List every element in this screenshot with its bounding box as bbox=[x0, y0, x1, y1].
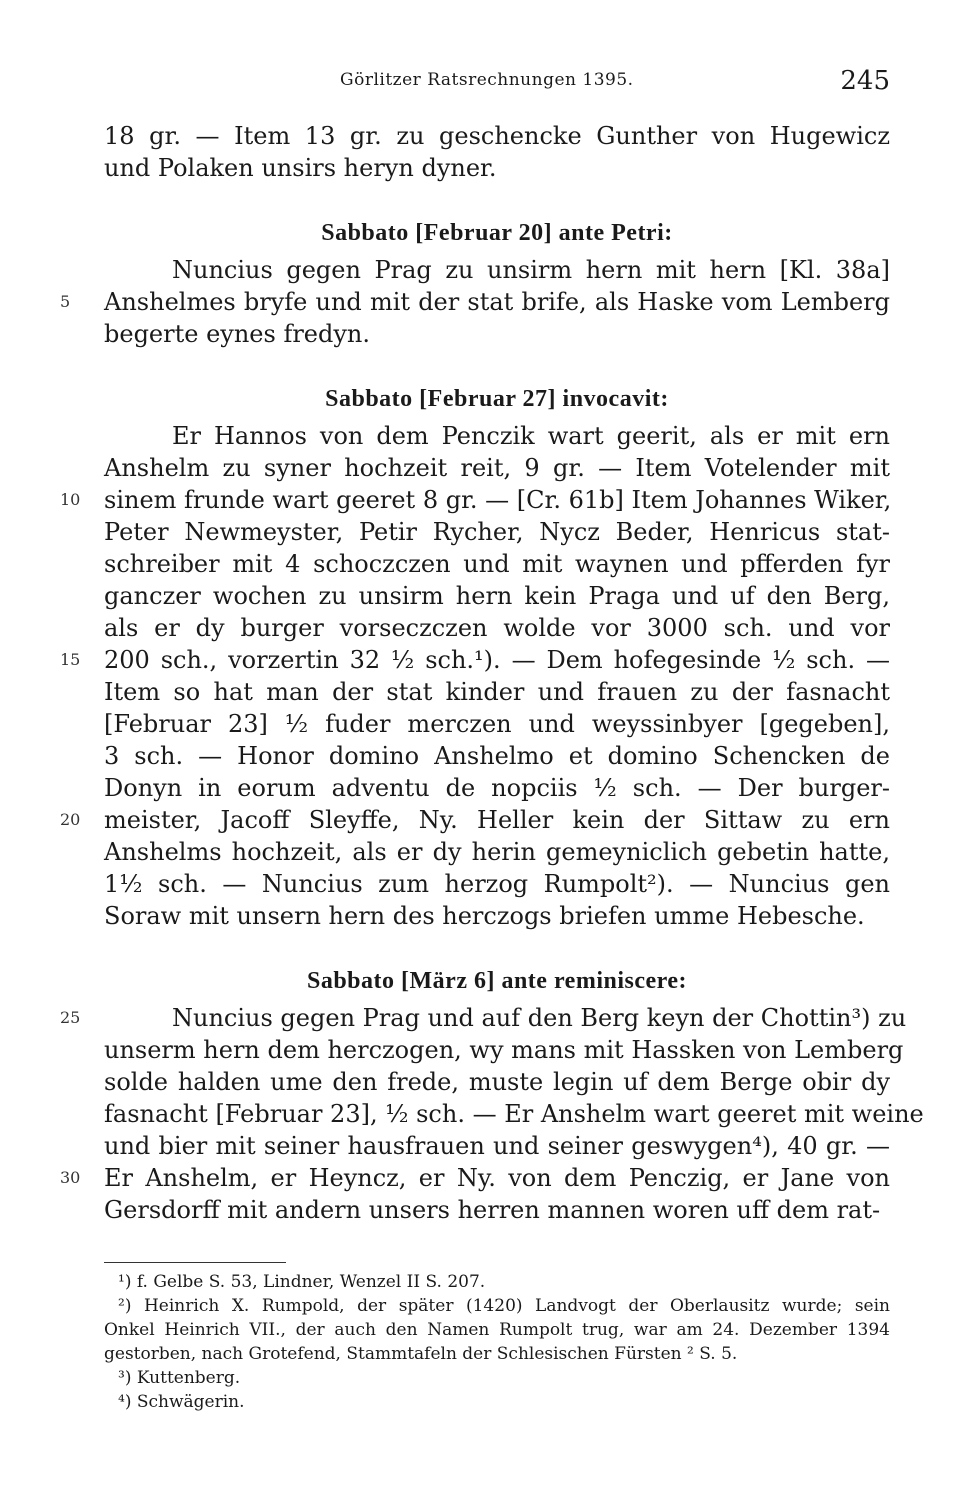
line-text: Anshelm zu syner hochzeit reit, 9 gr. — Item Votelender mit bbox=[104, 454, 890, 482]
line-text: ganczer wochen zu unsirm hern kein Praga und uf den Berg, bbox=[104, 582, 890, 610]
text-line bbox=[104, 900, 890, 932]
line-text: Item so hat man der stat kinder und frauen zu der fasnacht bbox=[104, 678, 890, 706]
line-text: fasnacht [Februar 23], ½ sch. — Er Anshelm wart geeret mit weine bbox=[104, 1100, 924, 1128]
footnote: gestorben, nach Grotefend, Stammtafeln der Schlesischen Fürsten ² S. 5. bbox=[104, 1344, 738, 1364]
line-text: 200 sch., vorzertin 32 ½ sch.¹). — Dem hofegesinde ½ sch. — bbox=[104, 646, 890, 674]
text-line bbox=[60, 484, 892, 516]
text-line bbox=[60, 1162, 890, 1194]
text-line bbox=[104, 1034, 904, 1066]
line-text: Er Hannos von dem Penczik wart geerit, als er mit ern bbox=[172, 422, 890, 450]
line-text: Peter Newmeyster, Petir Rycher, Nycz Beder, Henricus stat- bbox=[104, 518, 890, 546]
text-line bbox=[60, 804, 890, 836]
text-line bbox=[104, 452, 890, 484]
text-line bbox=[104, 836, 890, 868]
line-text: und bier mit seiner hausfrauen und seiner geswygen⁴), 40 gr. — bbox=[104, 1132, 890, 1160]
line-number: 5 bbox=[60, 292, 71, 311]
text-line bbox=[104, 740, 890, 772]
text-line bbox=[104, 868, 890, 900]
line-text: Gersdorff mit andern unsers herren mannen woren uff dem rat- bbox=[104, 1196, 881, 1224]
footnote: ³) Kuttenberg. bbox=[118, 1368, 241, 1388]
footnote: ²) Heinrich X. Rumpold, der später (1420) Landvogt der Oberlausitz wurde; sein bbox=[118, 1296, 890, 1316]
line-text: schreiber mit 4 schoczczen und mit waynen und pfferden fyr bbox=[104, 550, 890, 578]
text-line bbox=[104, 676, 890, 708]
footnote: ¹) f. Gelbe S. 53, Lindner, Wenzel II S. 207. bbox=[118, 1272, 486, 1292]
footnote: ⁴) Schwägerin. bbox=[118, 1392, 245, 1412]
text-line bbox=[104, 420, 890, 452]
text-line bbox=[60, 1002, 907, 1034]
page-number: 245 bbox=[840, 66, 890, 96]
text-line bbox=[104, 1130, 890, 1162]
text-line bbox=[104, 152, 890, 184]
line-text: Soraw mit unsern hern des herczogs briefen umme Hebesche. bbox=[104, 902, 865, 930]
line-text: Nuncius gegen Prag zu unsirm hern mit hern [Kl. 38a] bbox=[172, 256, 890, 284]
line-text: 18 gr. — Item 13 gr. zu geschencke Gunther von Hugewicz bbox=[104, 122, 890, 150]
line-text: als er dy burger vorseczczen wolde vor 3000 sch. und vor bbox=[104, 614, 890, 642]
line-text: Anshelmes bryfe und mit der stat brife, als Haske vom Lemberg bbox=[104, 288, 890, 316]
text-line bbox=[60, 286, 890, 318]
text-line bbox=[104, 1066, 890, 1098]
text-line bbox=[104, 254, 890, 286]
text-line bbox=[60, 644, 890, 676]
text-line bbox=[104, 548, 890, 580]
footnote: Onkel Heinrich VII., der auch den Namen Rumpolt trug, war am 24. Dezember 1394 bbox=[104, 1320, 890, 1340]
line-number: 10 bbox=[60, 490, 81, 509]
text-line bbox=[104, 120, 890, 152]
section-heading: Sabbato [Februar 27] invocavit: bbox=[325, 386, 669, 412]
line-text: 3 sch. — Honor domino Anshelmo et domino Schencken de bbox=[104, 742, 890, 770]
line-text: Donyn in eorum adventu de nopciis ½ sch. — Der burger- bbox=[104, 774, 890, 802]
text-line bbox=[104, 580, 890, 612]
line-number: 25 bbox=[60, 1008, 81, 1027]
line-text: meister, Jacoff Sleyffe, Ny. Heller kein der Sittaw zu ern bbox=[104, 806, 890, 834]
text-line bbox=[104, 1098, 924, 1130]
line-text: solde halden ume den frede, muste legin uf dem Berge obir dy bbox=[104, 1068, 890, 1096]
line-text: sinem frunde wart geeret 8 gr. — [Cr. 61b] Item Johannes Wiker, bbox=[104, 486, 892, 514]
page-body bbox=[60, 120, 924, 1226]
text-line bbox=[104, 1194, 890, 1226]
line-text: Er Anshelm, er Heyncz, er Ny. von dem Penczig, er Jane von bbox=[104, 1164, 890, 1192]
text-line bbox=[104, 318, 890, 350]
section-heading: Sabbato [Februar 20] ante Petri: bbox=[321, 220, 673, 246]
line-text: und Polaken unsirs heryn dyner. bbox=[104, 154, 497, 182]
line-text: begerte eynes fredyn. bbox=[104, 320, 371, 348]
running-title: Görlitzer Ratsrechnungen 1395. bbox=[340, 70, 634, 90]
line-text: Anshelms hochzeit, als er dy herin gemeyniclich gebetin hatte, bbox=[104, 838, 890, 866]
section-heading: Sabbato [März 6] ante reminiscere: bbox=[306, 968, 688, 994]
text-line bbox=[104, 772, 890, 804]
text-line bbox=[104, 612, 890, 644]
line-number: 30 bbox=[60, 1168, 81, 1187]
line-number: 15 bbox=[60, 650, 81, 669]
page-header bbox=[0, 58, 960, 98]
footnote-divider bbox=[104, 1262, 286, 1263]
line-text: [Februar 23] ½ fuder merczen und weyssinbyer [gegeben], bbox=[104, 710, 890, 738]
line-text: Nuncius gegen Prag und auf den Berg keyn der Chottin³) zu bbox=[172, 1004, 907, 1032]
text-line bbox=[104, 516, 890, 548]
footnotes bbox=[104, 1270, 890, 1414]
line-text: unserm hern dem herczogen, wy mans mit Hassken von Lemberg bbox=[104, 1036, 904, 1064]
line-text: 1½ sch. — Nuncius zum herzog Rumpolt²). — Nuncius gen bbox=[104, 870, 890, 898]
text-line bbox=[104, 708, 890, 740]
line-number: 20 bbox=[60, 810, 81, 829]
